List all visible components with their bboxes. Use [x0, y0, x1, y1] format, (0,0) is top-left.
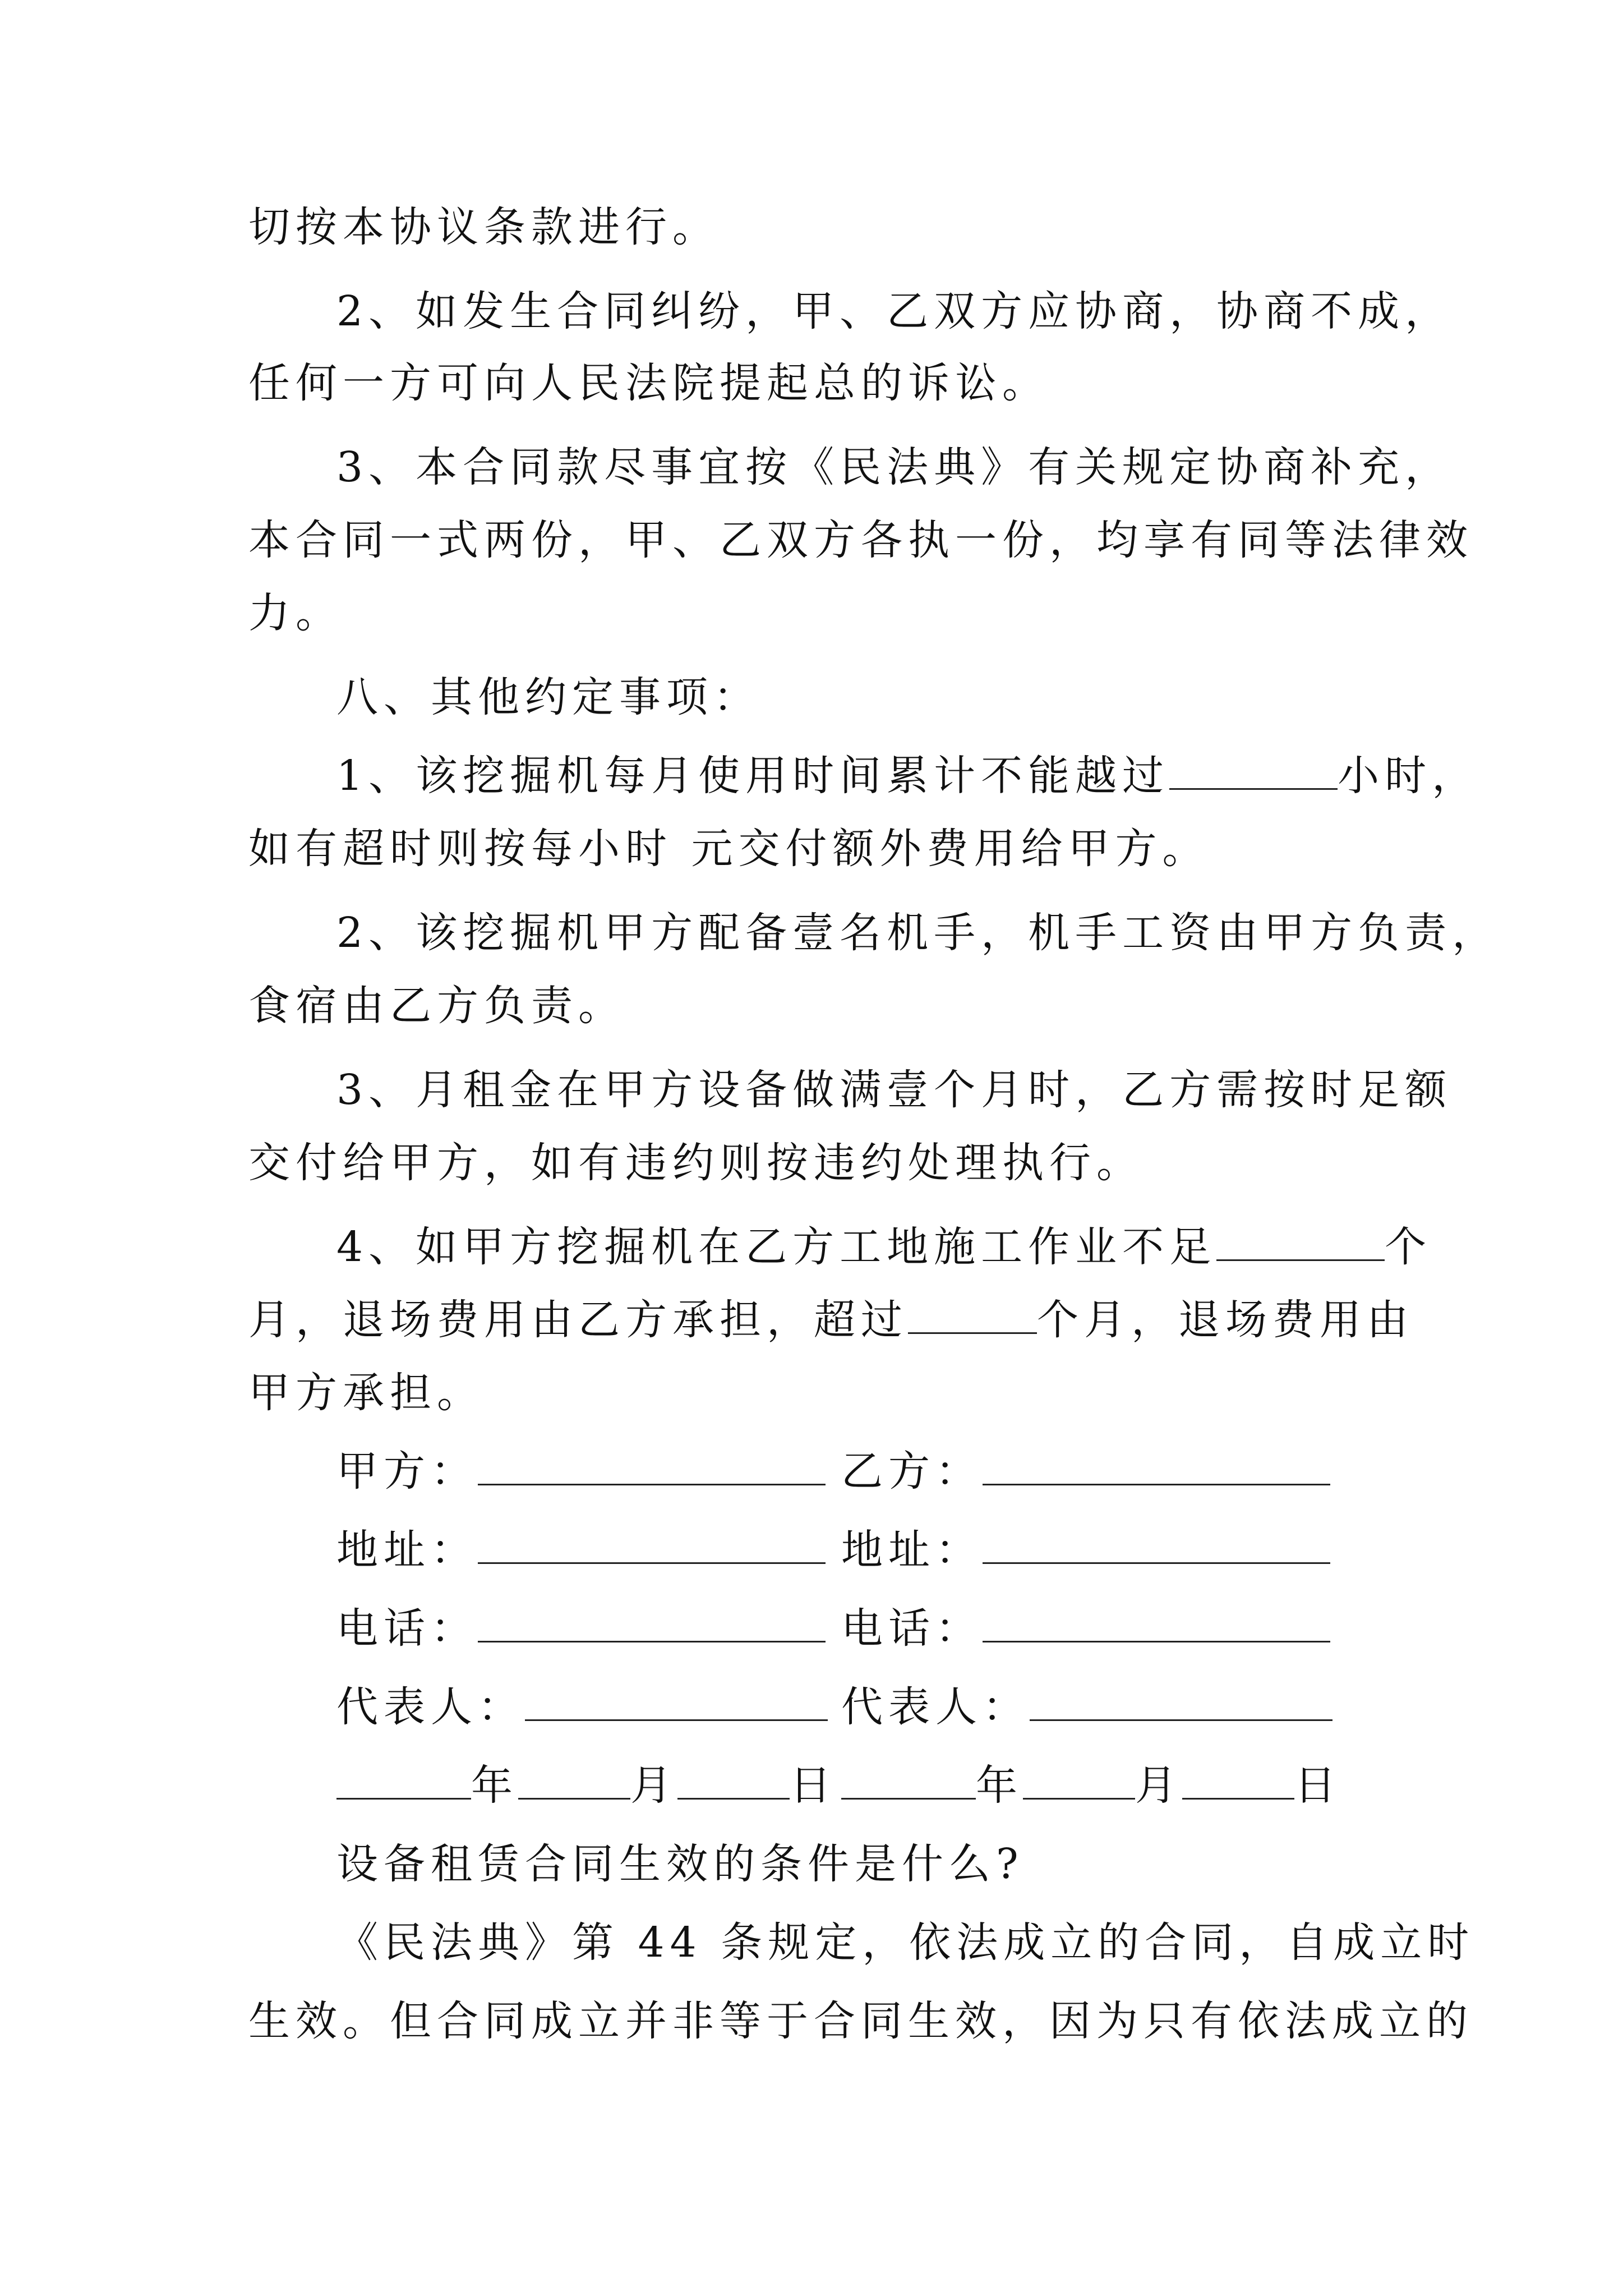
clause-8-4-line-2-text: 月，退场费用由乙方承担，超过	[248, 1296, 908, 1344]
party-a-date	[336, 1757, 837, 1814]
hours-blank	[1169, 750, 1338, 790]
clause-8-4-text: 4、如甲方挖掘机在乙方工地施工作业不足	[336, 1223, 1217, 1271]
party-b-address-label: 地址：	[841, 1526, 983, 1574]
party-a-label: 甲方：	[336, 1447, 478, 1496]
year-label-b: 年	[976, 1761, 1023, 1810]
day-blank-a	[677, 1760, 790, 1800]
party-a-rep-label: 代表人：	[336, 1683, 525, 1731]
party-a-rep-blank	[525, 1681, 828, 1721]
months-blank-1	[1216, 1221, 1385, 1261]
day-label-a: 日	[790, 1761, 837, 1810]
clause-8-2-line-1: 2、该挖掘机甲方配备壹名机手，机手工资由甲方负责，	[336, 909, 1500, 957]
clause-8-4-line-2	[248, 1292, 1414, 1348]
year-label-a: 年	[471, 1761, 518, 1810]
clause-7-2-line-2: 任何一方可向人民法院提起总的诉讼。	[248, 359, 1049, 407]
clause-8-1-suffix: 小时，	[1338, 752, 1479, 800]
party-a-phone-label: 电话：	[336, 1604, 478, 1653]
party-b-rep-blank	[1030, 1681, 1332, 1721]
clause-8-1-line-2: 如有超时则按每小时 元交付额外费用给甲方。	[248, 825, 1210, 873]
party-a-blank	[478, 1446, 826, 1485]
clause-8-4-line-2-suffix: 个月，退场费用由	[1037, 1296, 1414, 1344]
party-a-field	[336, 1443, 826, 1499]
clause-8-4-line-3: 甲方承担。	[248, 1369, 484, 1417]
party-b-phone-label: 电话：	[841, 1604, 983, 1653]
party-b-address-blank	[983, 1524, 1330, 1564]
month-label-b: 月	[1135, 1761, 1182, 1810]
clause-8-1-text: 1、该挖掘机每月使用时间累计不能越过	[336, 752, 1170, 800]
month-blank-a	[518, 1760, 630, 1800]
party-a-address-blank	[478, 1524, 826, 1564]
question-heading: 设备租赁合同生效的条件是什么?	[336, 1840, 1024, 1888]
party-a-phone-blank	[478, 1603, 826, 1642]
clause-7-3-line-2: 本合同一式两份，甲、乙双方各执一份，均享有同等法律效	[248, 516, 1473, 564]
party-b-date	[841, 1757, 1341, 1814]
clause-8-1-line-1	[336, 748, 1479, 804]
party-b-rep-field	[841, 1679, 1332, 1735]
year-blank-b	[841, 1760, 976, 1800]
month-label-a: 月	[630, 1761, 677, 1810]
clause-7-3-line-3: 力。	[248, 589, 343, 637]
party-b-field	[841, 1443, 1330, 1499]
clause-8-3-line-2: 交付给甲方，如有违约则按违约处理执行。	[248, 1139, 1144, 1187]
year-blank-a	[336, 1760, 471, 1800]
party-b-rep-label: 代表人：	[841, 1683, 1030, 1731]
clause-8-4-line-1	[336, 1219, 1432, 1275]
day-blank-b	[1182, 1760, 1294, 1800]
clause-8-3-line-1: 3、月租金在甲方设备做满壹个月时，乙方需按时足额	[336, 1066, 1453, 1114]
clause-7-2-line-1: 2、如发生合同纠纷，甲、乙双方应协商，协商不成，	[336, 287, 1453, 335]
section-8-heading: 八、其他约定事项：	[336, 673, 760, 721]
months-blank-2	[908, 1294, 1037, 1334]
clause-8-4-suffix: 个	[1385, 1223, 1432, 1271]
party-a-rep-field	[336, 1679, 828, 1735]
day-label-b: 日	[1294, 1761, 1341, 1810]
party-b-address-field	[841, 1522, 1330, 1578]
party-b-phone-field	[841, 1600, 1330, 1657]
party-b-blank	[983, 1446, 1330, 1485]
answer-line-1: 《民法典》第 44 条规定，依法成立的合同，自成立时	[336, 1918, 1475, 1967]
clause-7-3-line-1: 3、本合同款尽事宜按《民法典》有关规定协商补充，	[336, 443, 1453, 491]
party-b-label: 乙方：	[841, 1447, 983, 1496]
party-a-address-field	[336, 1522, 826, 1578]
month-blank-b	[1023, 1760, 1135, 1800]
text-line-1: 切按本协议条款进行。	[248, 203, 720, 251]
answer-line-2: 生效。但合同成立并非等于合同生效，因为只有依法成立的	[248, 1997, 1473, 2045]
party-b-phone-blank	[983, 1603, 1330, 1642]
party-a-phone-field	[336, 1600, 826, 1657]
clause-8-2-line-2: 食宿由乙方负责。	[248, 982, 625, 1030]
party-a-address-label: 地址：	[336, 1526, 478, 1574]
